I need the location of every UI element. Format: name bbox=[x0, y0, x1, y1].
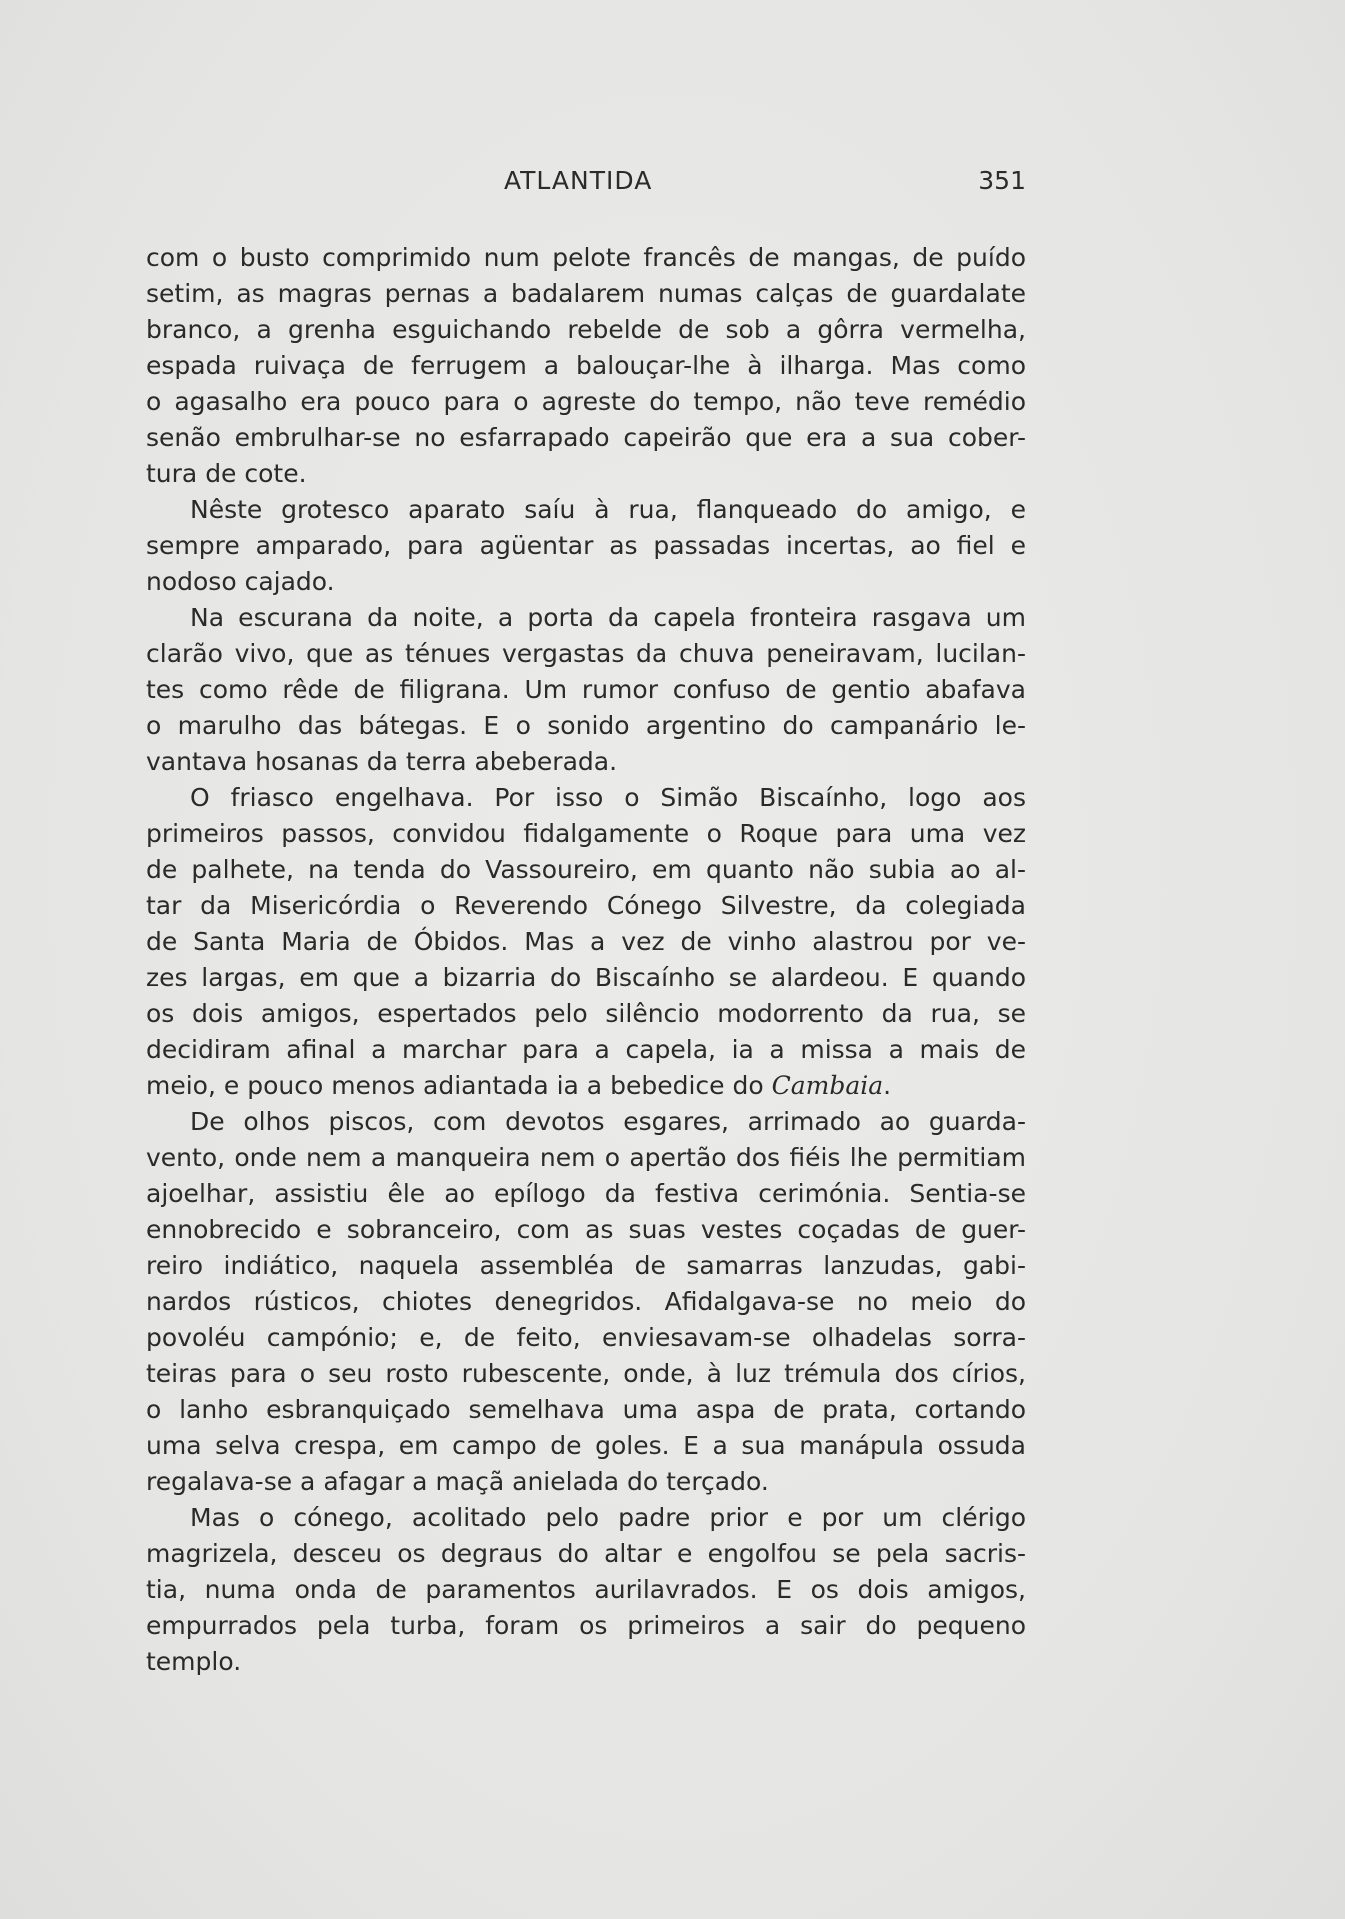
text-line: teiras para o seu rosto rubescente, onde, à luz trémula dos círios, bbox=[146, 1359, 1026, 1388]
body-text bbox=[146, 240, 1026, 1680]
text-line: clarão vivo, que as ténues vergastas da chuva peneiravam, lucilan- bbox=[146, 639, 1026, 668]
text-fragment: . bbox=[883, 1071, 892, 1100]
text-line: reiro indiático, naquela assembléa de samarras lanzudas, gabi- bbox=[146, 1251, 1026, 1280]
text-fragment: meio, e pouco menos adiantada ia a bebedice do bbox=[146, 1071, 772, 1100]
text-line: povoléu campónio; e, de feito, enviesavam-se olhadelas sorra- bbox=[146, 1323, 1026, 1352]
text-line: sempre amparado, para agüentar as passadas incertas, ao fiel e bbox=[146, 531, 1026, 560]
text-line: tar da Misericórdia o Reverendo Cónego Silvestre, da colegiada bbox=[146, 891, 1026, 920]
text-line: branco, a grenha esguichando rebelde de sob a gôrra vermelha, bbox=[146, 315, 1026, 344]
text-line: os dois amigos, espertados pelo silêncio modorrento da rua, se bbox=[146, 999, 1026, 1028]
text-line: com o busto comprimido num pelote francês de mangas, de puído bbox=[146, 243, 1026, 272]
paragraph bbox=[146, 1500, 1026, 1680]
paragraph bbox=[146, 492, 1026, 600]
text-line: Na escurana da noite, a porta da capela fronteira rasgava um bbox=[190, 603, 1026, 632]
page-number: 351 bbox=[978, 166, 1026, 195]
text-line: espada ruivaça de ferrugem a balouçar-lhe à ilharga. Mas como bbox=[146, 351, 1026, 380]
text-line: de Santa Maria de Óbidos. Mas a vez de vinho alastrou por ve- bbox=[146, 927, 1026, 956]
paragraph bbox=[146, 240, 1026, 492]
text-line: vento, onde nem a manqueira nem o apertão dos fiéis lhe permitiam bbox=[146, 1143, 1026, 1172]
text-line: De olhos piscos, com devotos esgares, arrimado ao guarda- bbox=[190, 1107, 1026, 1136]
text-line: o marulho das bátegas. E o sonido argentino do campanário le- bbox=[146, 711, 1026, 740]
text-line: senão embrulhar-se no esfarrapado capeirão que era a sua cober- bbox=[146, 423, 1026, 452]
text-line: primeiros passos, convidou fidalgamente o Roque para uma vez bbox=[146, 819, 1026, 848]
paragraph bbox=[146, 1104, 1026, 1500]
text-line: nodoso cajado. bbox=[146, 567, 335, 596]
text-line: empurrados pela turba, foram os primeiros a sair do pequeno bbox=[146, 1611, 1026, 1640]
text-line: de palhete, na tenda do Vassoureiro, em quanto não subia ao al- bbox=[146, 855, 1026, 884]
text-line: O friasco engelhava. Por isso o Simão Biscaínho, logo aos bbox=[190, 783, 1026, 812]
running-title: ATLANTIDA bbox=[504, 166, 653, 195]
text-line: uma selva crespa, em campo de goles. E a sua manápula ossuda bbox=[146, 1431, 1026, 1460]
text-line: ajoelhar, assistiu êle ao epílogo da festiva cerimónia. Sentia-se bbox=[146, 1179, 1026, 1208]
text-line: zes largas, em que a bizarria do Biscaínho se alardeou. E quando bbox=[146, 963, 1026, 992]
text-line: nardos rústicos, chiotes denegridos. Afidalgava-se no meio do bbox=[146, 1287, 1026, 1316]
text-line: tura de cote. bbox=[146, 459, 307, 488]
text-line: tia, numa onda de paramentos aurilavrados. E os dois amigos, bbox=[146, 1575, 1026, 1604]
text-line: ennobrecido e sobranceiro, com as suas vestes coçadas de guer- bbox=[146, 1215, 1026, 1244]
text-line: o lanho esbranquiçado semelhava uma aspa de prata, cortando bbox=[146, 1395, 1026, 1424]
text-line: decidiram afinal a marchar para a capela, ia a missa a mais de bbox=[146, 1035, 1026, 1064]
text-line: vantava hosanas da terra abeberada. bbox=[146, 747, 618, 776]
text-line: Mas o cónego, acolitado pelo padre prior e por um clérigo bbox=[190, 1503, 1026, 1532]
paragraph bbox=[146, 780, 1026, 1104]
text-line: regalava-se a afagar a maçã anielada do terçado. bbox=[146, 1467, 769, 1496]
text-line: magrizela, desceu os degraus do altar e engolfou se pela sacris- bbox=[146, 1539, 1026, 1568]
paragraph bbox=[146, 600, 1026, 780]
text-line: Nêste grotesco aparato saíu à rua, flanqueado do amigo, e bbox=[190, 495, 1026, 524]
italic-name: Cambaia bbox=[771, 1071, 884, 1100]
page-header bbox=[146, 166, 1026, 202]
text-line: tes como rêde de filigrana. Um rumor confuso de gentio abafava bbox=[146, 675, 1026, 704]
text-line bbox=[146, 1068, 1026, 1104]
text-line: o agasalho era pouco para o agreste do tempo, não teve remédio bbox=[146, 387, 1026, 416]
text-line: setim, as magras pernas a badalarem numas calças de guardalate bbox=[146, 279, 1026, 308]
text-line: templo. bbox=[146, 1647, 242, 1676]
